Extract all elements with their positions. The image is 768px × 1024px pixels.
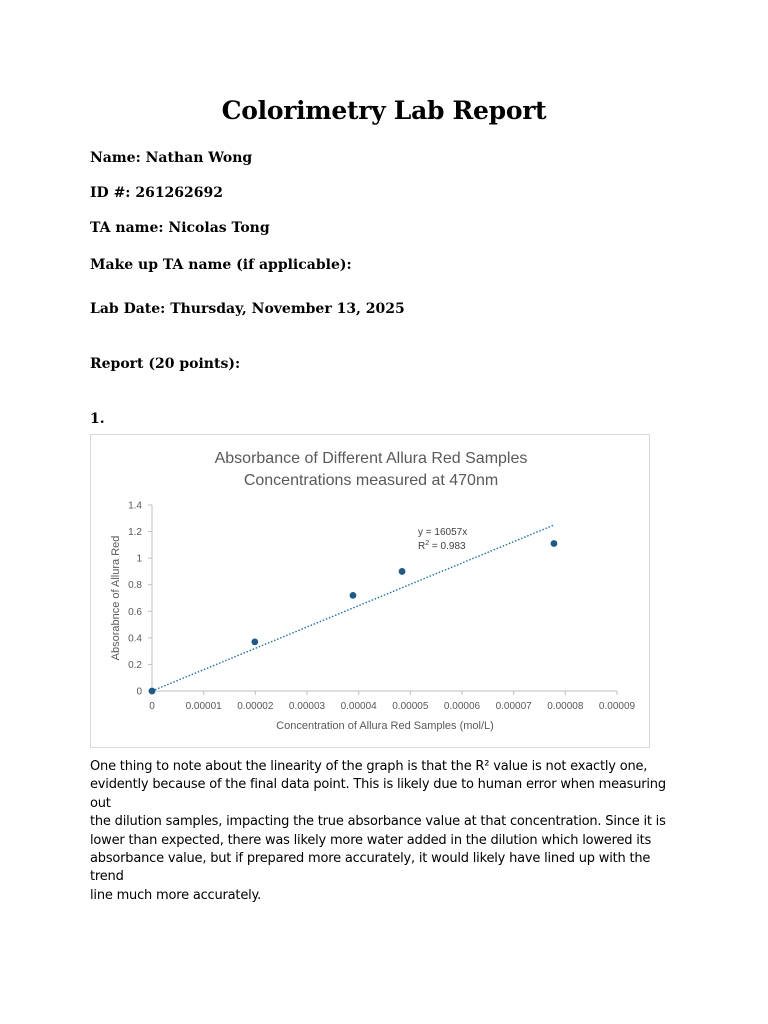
x-tick-label: 0.00006 bbox=[443, 701, 481, 712]
r-squared-prefix: R bbox=[418, 541, 426, 552]
x-tick-label: 0.00001 bbox=[185, 701, 222, 712]
data-point bbox=[350, 592, 357, 599]
data-point bbox=[251, 638, 258, 645]
paragraph-line: absorbance value, but if prepared more accurately, it would likely have lined up with the trend bbox=[90, 851, 651, 885]
trendline bbox=[152, 525, 554, 691]
x-tick-label: 0.00007 bbox=[495, 701, 532, 712]
x-tick-label: 0.00002 bbox=[237, 701, 274, 712]
r-squared-superscript: 2 bbox=[425, 540, 430, 547]
x-tick-label: 0.00004 bbox=[340, 701, 377, 712]
x-axis-label: Concentration of Allura Red Samples (mol/L) bbox=[276, 720, 494, 732]
student-id: ID #: 261262692 bbox=[90, 185, 224, 201]
x-tick-label: 0.00003 bbox=[288, 701, 326, 712]
x-tick-label: 0 bbox=[149, 701, 155, 712]
paragraph-line: the dilution samples, impacting the true absorbance value at that concentration. Since it is bbox=[90, 814, 666, 830]
x-tick-label: 0.00005 bbox=[392, 701, 429, 712]
chart-subtitle: Concentrations measured at 470nm bbox=[243, 472, 499, 489]
y-tick-label: 1 bbox=[136, 553, 142, 565]
data-point bbox=[551, 540, 558, 547]
y-tick-label: 0 bbox=[136, 686, 142, 698]
ta-name: TA name: Nicolas Tong bbox=[90, 220, 270, 236]
data-point bbox=[399, 568, 406, 575]
paragraph-line: evidently because of the final data point. This is likely due to human error when measuring out bbox=[90, 777, 666, 811]
absorbance-chart bbox=[90, 434, 650, 748]
paragraph-line: line much more accurately. bbox=[90, 887, 262, 903]
paragraph-line: One thing to note about the linearity of the graph is that the R² value is not exactly one, bbox=[90, 759, 648, 774]
y-tick-label: 0.8 bbox=[128, 580, 142, 592]
paragraph-line: lower than expected, there was likely more water added in the dilution which lowered its bbox=[90, 832, 652, 848]
r-squared-value: = 0.983 bbox=[429, 541, 466, 552]
y-axis-label: Absorabnce of Allura Red bbox=[110, 535, 122, 661]
x-tick-label: 0.00008 bbox=[547, 701, 584, 712]
analysis-paragraph bbox=[90, 758, 680, 905]
student-name: Name: Nathan Wong bbox=[90, 150, 253, 166]
report-points: Report (20 points): bbox=[90, 356, 241, 372]
x-tick-label: 0.00009 bbox=[598, 701, 636, 712]
y-tick-label: 0.4 bbox=[128, 633, 142, 645]
chart-title: Absorbance of Different Allura Red Samples bbox=[214, 450, 528, 467]
y-tick-label: 0.6 bbox=[128, 606, 142, 618]
y-tick-label: 1.4 bbox=[128, 500, 142, 512]
trendline-r-squared bbox=[418, 540, 466, 552]
data-point bbox=[149, 688, 156, 695]
lab-date: Lab Date: Thursday, November 13, 2025 bbox=[90, 301, 405, 317]
y-tick-label: 1.2 bbox=[128, 527, 142, 539]
question-number: 1. bbox=[90, 411, 105, 427]
page-title: Colorimetry Lab Report bbox=[221, 96, 547, 125]
y-tick-label: 0.2 bbox=[128, 659, 142, 671]
chart-svg bbox=[91, 435, 651, 749]
makeup-ta-name: Make up TA name (if applicable): bbox=[90, 257, 352, 273]
trendline-equation: y = 16057x bbox=[418, 527, 468, 538]
